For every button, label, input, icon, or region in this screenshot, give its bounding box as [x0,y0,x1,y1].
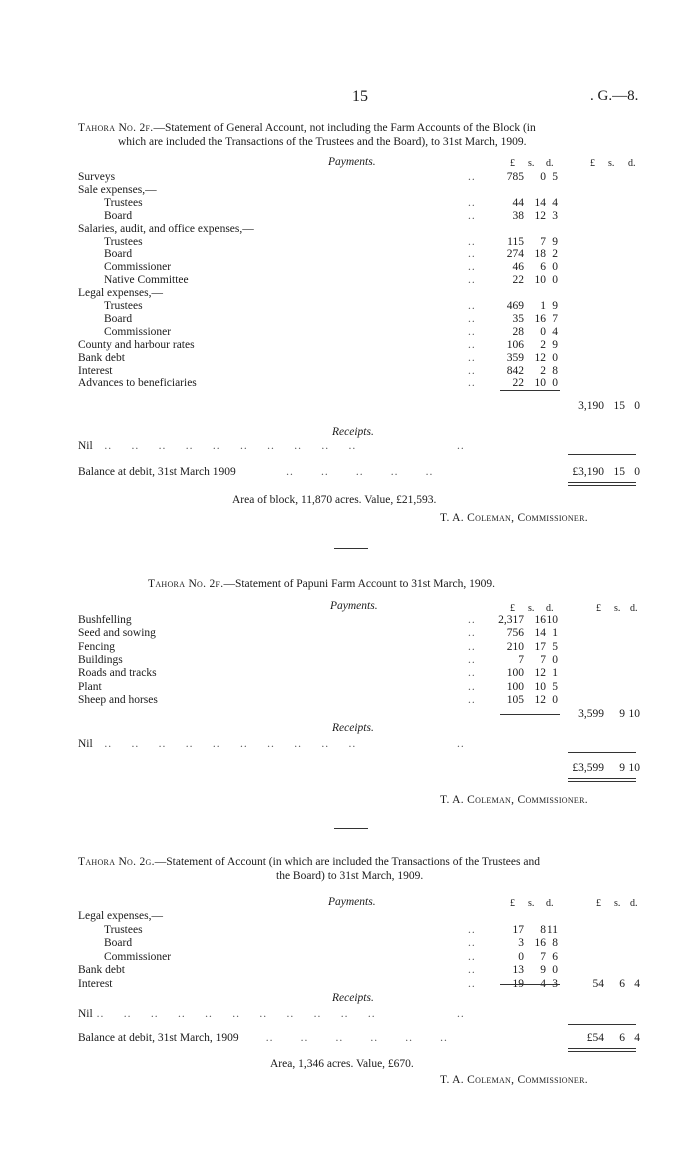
col-head-pence: d. [546,158,554,169]
col-head-pounds-2: £ [596,603,601,614]
leader-dots: .. [468,171,476,183]
col-head-pence-2: d. [630,603,638,614]
ledger-row-label: Fencing [78,640,116,653]
ledger-amount-pounds: 38 [512,209,524,222]
ledger-amount-shillings: 7 [540,653,546,666]
receipts-row-nil: Nil .. .. .. .. .. .. .. .. .. .. .. [78,440,465,452]
statement-title-prefix: Tahora No. 2f. [78,122,154,134]
balance-double-rule-2 [568,781,636,782]
balance-double-rule [568,1048,636,1049]
col-head-shillings-2: s. [608,158,615,169]
ledger-amount-pence: 0 [552,274,558,287]
ledger-amount-pence: 9 [552,300,558,312]
total-pence: 0 [634,400,640,412]
ledger-row-label: Seed and sowing [78,627,156,640]
receipts-rule [568,752,636,753]
ledger-amount-pence: 0 [552,261,558,274]
ledger-row-label: Trustees [104,923,143,936]
ledger-amount-shillings: 16 [534,937,546,949]
leader-dots: .. [468,248,476,261]
ledger-amount-pounds: 100 [506,667,524,680]
receipts-nil-label: Nil [78,440,93,452]
ledger-amount-pounds: 115 [507,235,524,248]
leader-dots: .. [468,693,476,706]
ledger-amount-pence: 5 [552,171,558,183]
leader-dots: .. [468,235,476,248]
ledger-row-label: Salaries, audit, and office expenses,— [78,222,254,235]
signature: T. A. Coleman, Commissioner. [440,1074,588,1086]
balance-shillings: 9 [619,762,625,774]
col-head-pounds: £ [510,158,515,169]
ledger-row-label: Commissioner [104,950,172,963]
ledger-amount-shillings: 16 [534,312,546,325]
leader-dots: .. [468,680,476,693]
col-head-pence-2: d. [630,898,638,909]
ledger-amount-pence: 0 [552,653,558,666]
balance-double-rule-2 [568,485,636,486]
ledger-row-label: Native Committee [104,274,189,287]
balance-pounds: £3,190 [572,466,604,478]
ledger-amount-pounds: 274 [506,248,524,261]
statement-title-prefix: Tahora No. 2g. [78,856,155,868]
statement-title-text: —Statement of Account (in which are included the Transactions of the Trustees and [154,856,540,868]
total-pounds: 3,599 [578,708,604,720]
ledger-amount-pounds: 100 [506,680,524,693]
leader-dots: .. [468,640,476,653]
col-head-pounds: £ [510,603,515,614]
ledger-amount-pence: 9 [552,338,558,351]
ledger-row-label: Legal expenses,— [78,910,163,922]
leader-dots: .. [468,614,476,626]
total-shillings: 6 [619,978,625,990]
ledger-amount-pence: 5 [552,680,558,693]
ledger-row-label: Trustees [104,235,143,248]
ledger-amount-shillings: 0 [540,325,546,338]
ledger-amount-pounds: 756 [506,627,524,640]
ledger-row-label: Bushfelling [78,614,132,626]
ledger-amount-pounds: 22 [512,274,524,287]
ledger-amount-pounds: 44 [512,196,524,209]
balance-shillings: 15 [613,466,625,478]
total-shillings: 15 [613,400,625,412]
balance-pounds: £54 [586,1032,604,1044]
signature: T. A. Coleman, Commissioner. [440,512,588,524]
ledger-amount-shillings: 4 [540,977,546,990]
leader-dots: .. [468,950,476,963]
ledger-amount-pounds: 842 [506,364,524,377]
ledger-amount-pounds: 13 [512,964,524,976]
ledger-row-label: Board [104,312,133,325]
receipts-nil-label: Nil [78,1008,93,1020]
page-number: 15 [352,88,368,105]
ledger-amount-pounds: 106 [506,338,524,351]
ledger-amount-shillings: 7 [540,950,546,963]
statement-title [78,856,540,868]
balance-pence: 4 [634,1032,640,1044]
col-head-shillings-2: s. [614,898,621,909]
ledger-row-label: Commissioner [104,325,172,338]
ledger-amount-shillings: 10 [534,377,546,390]
leader-dots: .. [468,274,476,287]
leader-dots: .. [468,964,476,976]
statement-title [78,122,536,134]
ledger-amount-pounds: 785 [506,171,524,183]
ledger-amount-pence: 5 [552,640,558,653]
ledger-amount-shillings: 14 [534,196,546,209]
total-pounds: 54 [592,978,604,990]
ledger-row-label: Bank debt [78,964,125,976]
balance-pence: 10 [628,762,640,774]
ledger-row-label: Interest [78,364,113,377]
leader-dots: .. [468,338,476,351]
leader-dots: .. [468,325,476,338]
ledger-amount-pence: 8 [552,937,558,949]
col-head-pence: d. [546,603,554,614]
ledger-amount-pounds: 7 [518,653,524,666]
leader-dots: .. [468,977,476,990]
section-divider [334,548,368,549]
ledger-row-label: Roads and tracks [78,667,157,680]
receipts-row-nil: Nil .. .. .. .. .. .. .. .. .. .. .. [78,738,465,750]
area-line: Area of block, 11,870 acres. Value, £21,593. [232,494,437,506]
subtotal-rule [500,714,560,715]
leader-dots: .. [468,923,476,936]
subtotal-rule [500,390,560,391]
receipts-heading: Receipts. [332,426,374,438]
ledger-amount-pence: 9 [552,235,558,248]
total-pence: 10 [628,708,640,720]
ledger-amount-pence: 4 [552,325,558,338]
ledger-row-label: Commissioner [104,261,172,274]
ledger-amount-shillings: 1 [540,300,546,312]
ledger-amount-pence: 1 [552,667,558,680]
receipts-row-nil: Nil .. .. .. .. .. .. .. .. .. .. .. .. [78,1008,465,1020]
ledger-amount-shillings: 16 [534,614,546,626]
ledger-row-label: Board [104,209,133,222]
ledger-amount-pounds: 2,317 [498,614,524,626]
receipts-rule [568,1024,636,1025]
statement-title-text: —Statement of General Account, not including the Farm Accounts of the Block (in [153,122,536,134]
leader-dots: .. [468,364,476,377]
statement-title-line2: the Board) to 31st March, 1909. [276,870,424,882]
ledger-amount-pounds: 19 [512,977,524,990]
ledger-amount-shillings: 9 [540,964,546,976]
ledger-amount-shillings: 10 [534,680,546,693]
balance-double-rule-2 [568,1051,636,1052]
leader-dots: .. [468,261,476,274]
ledger-amount-shillings: 10 [534,274,546,287]
balance-double-rule [568,778,636,779]
ledger-amount-pence: 3 [552,209,558,222]
balance-pounds: £3,599 [572,762,604,774]
area-line: Area, 1,346 acres. Value, £670. [270,1058,414,1070]
ledger-amount-pence: 4 [552,196,558,209]
ledger-amount-pounds: 3 [518,937,524,949]
leader-dots: .. [468,300,476,312]
balance-double-rule [568,482,636,483]
payments-heading: Payments. [330,600,378,612]
ledger-row-label: Sheep and horses [78,693,158,706]
ledger-amount-pounds: 0 [518,950,524,963]
ledger-row-label: Bank debt [78,351,125,364]
section-divider [334,828,368,829]
ledger-amount-pence: 10 [546,614,558,626]
ledger-amount-pounds: 469 [506,300,524,312]
col-head-pounds: £ [510,898,515,909]
leader-dots: .. [468,312,476,325]
leader-dots: .. [468,377,476,390]
ledger-amount-shillings: 0 [540,171,546,183]
balance-row: Balance at debit, 31st March 1909 .. .. .. .. .. [78,466,434,478]
document-reference: . G.—8. [590,88,639,104]
ledger-amount-pence: 0 [552,351,558,364]
ledger-amount-shillings: 18 [534,248,546,261]
leader-dots: .. [468,653,476,666]
ledger-amount-pence: 6 [552,950,558,963]
ledger-row-label: Sale expenses,— [78,183,157,196]
ledger-amount-pence: 0 [552,964,558,976]
ledger-row-label: Trustees [104,196,143,209]
ledger-amount-pounds: 105 [506,693,524,706]
col-head-shillings-2: s. [614,603,621,614]
leader-dots: .. [468,209,476,222]
balance-label: Balance at debit, 31st March, 1909 [78,1032,239,1044]
signature: T. A. Coleman, Commissioner. [440,794,588,806]
ledger-amount-shillings: 12 [534,667,546,680]
statement-title [148,578,495,590]
ledger-row-label: Interest [78,977,113,990]
col-head-pence: d. [546,898,554,909]
ledger-amount-shillings: 17 [534,640,546,653]
ledger-row-label: Plant [78,680,102,693]
payments-heading: Payments. [328,156,376,168]
ledger-row-label: County and harbour rates [78,338,195,351]
ledger-amount-shillings: 2 [540,338,546,351]
leader-dots: .. [468,627,476,640]
ledger-amount-pounds: 46 [512,261,524,274]
col-head-shillings: s. [528,603,535,614]
ledger-amount-shillings: 2 [540,364,546,377]
balance-pence: 0 [634,466,640,478]
ledger-amount-shillings: 8 [540,923,546,936]
col-head-shillings: s. [528,898,535,909]
total-shillings: 9 [619,708,625,720]
ledger-amount-pence: 11 [546,923,558,936]
ledger-amount-shillings: 12 [534,209,546,222]
subtotal-rule [500,984,560,985]
ledger-amount-pence: 3 [552,977,558,990]
payments-heading: Payments. [328,896,376,908]
ledger-amount-pence: 2 [552,248,558,261]
ledger-amount-shillings: 14 [534,627,546,640]
ledger-amount-pence: 1 [552,627,558,640]
ledger-amount-shillings: 6 [540,261,546,274]
ledger-amount-pence: 8 [552,364,558,377]
balance-row: Balance at debit, 31st March, 1909 .. .. .. .. .. .. [78,1032,448,1044]
statement-title-line2: which are included the Transactions of the Trustees and the Board), to 31st March, 1909. [118,136,527,148]
ledger-amount-shillings: 12 [534,351,546,364]
leader-dots: .. [468,196,476,209]
statement-title-prefix: Tahora No. 2f. [148,578,224,590]
ledger-row-label: Legal expenses,— [78,287,163,300]
ledger-row-label: Surveys [78,171,116,183]
receipts-nil-label: Nil [78,738,93,750]
ledger-amount-pounds: 35 [512,312,524,325]
receipts-heading: Receipts. [332,722,374,734]
col-head-pounds-2: £ [590,158,595,169]
receipts-heading: Receipts. [332,992,374,1004]
receipts-rule [568,454,636,455]
ledger-amount-pounds: 28 [512,325,524,338]
ledger-amount-shillings: 7 [540,235,546,248]
ledger-row-label: Trustees [104,300,143,312]
balance-shillings: 6 [619,1032,625,1044]
ledger-amount-pence: 0 [552,693,558,706]
ledger-amount-pounds: 17 [512,923,524,936]
ledger-row-label: Board [104,248,133,261]
ledger-amount-pounds: 210 [506,640,524,653]
col-head-pounds-2: £ [596,898,601,909]
ledger-row-label: Advances to beneficiaries [78,377,197,390]
ledger-amount-pence: 0 [552,377,558,390]
ledger-amount-pence: 7 [552,312,558,325]
ledger-amount-pounds: 359 [506,351,524,364]
leader-dots: .. [468,351,476,364]
statement-title-text: —Statement of Papuni Farm Account to 31st March, 1909. [223,578,495,590]
total-pounds: 3,190 [578,400,604,412]
total-pence: 4 [634,978,640,990]
ledger-row-label: Board [104,937,133,949]
balance-label: Balance at debit, 31st March 1909 [78,466,236,478]
leader-dots: .. [468,937,476,949]
ledger-amount-shillings: 12 [534,693,546,706]
leader-dots: .. [468,667,476,680]
ledger-amount-pounds: 22 [512,377,524,390]
col-head-pence-2: d. [628,158,636,169]
ledger-row-label: Buildings [78,653,123,666]
col-head-shillings: s. [528,158,535,169]
